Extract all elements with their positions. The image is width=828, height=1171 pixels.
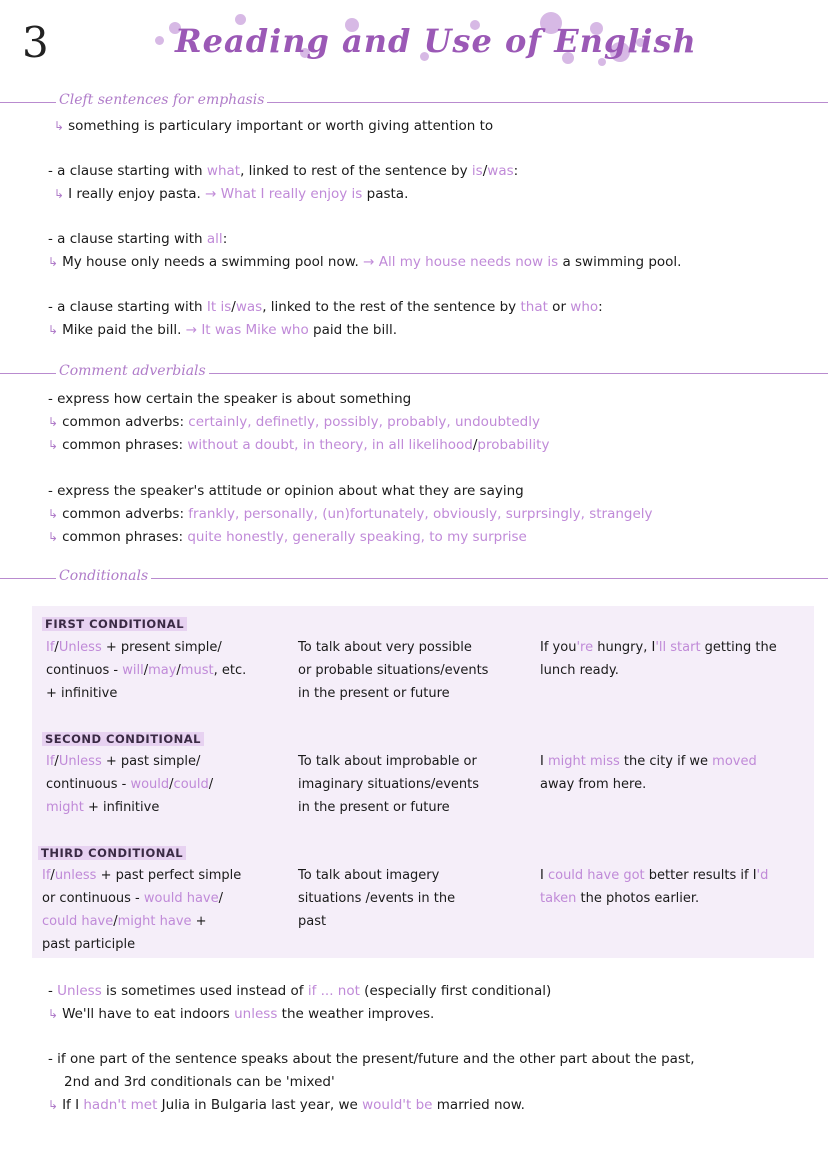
- decor-dot: [155, 36, 164, 45]
- unless-example: ↳ We'll have to eat indoors unless the weather improves.: [48, 1006, 435, 1022]
- arrow-icon: ↳: [48, 323, 59, 337]
- first-use: To talk about very possible or probable situations/events in the present or future: [298, 640, 489, 701]
- first-conditional-title: FIRST CONDITIONAL: [42, 617, 187, 631]
- arrow-icon: ↳: [48, 415, 59, 429]
- section-label-comment: Comment adverbials: [56, 363, 209, 379]
- arrow-icon: ↳: [54, 119, 65, 133]
- third-form: If/unless + past perfect simple or continuous - would have/ could have/might have + past participle: [42, 868, 242, 952]
- cleft-rule-all: - a clause starting with all:: [48, 231, 228, 247]
- section-label-cleft: Cleft sentences for emphasis: [56, 92, 267, 108]
- first-example: If you're hungry, I'll start getting the lunch ready.: [540, 640, 777, 678]
- comment-certainty-adverbs: ↳ common adverbs: certainly, definetly, possibly, probably, undoubtedly: [48, 414, 540, 430]
- mixed-note-line2: 2nd and 3rd conditionals can be 'mixed': [64, 1074, 335, 1090]
- page-number: 3: [22, 18, 49, 67]
- arrow-icon: ↳: [54, 187, 65, 201]
- comment-certainty-rule: - express how certain the speaker is about something: [48, 391, 412, 407]
- page-title: Reading and Use of English: [175, 22, 697, 60]
- second-conditional-title: SECOND CONDITIONAL: [42, 732, 204, 746]
- unless-note: - Unless is sometimes used instead of if ... not (especially first conditional): [48, 983, 552, 999]
- arrow-icon: ↳: [48, 507, 59, 521]
- mixed-example: ↳ If I hadn't met Julia in Bulgaria last year, we would't be married now.: [48, 1097, 525, 1113]
- second-form: If/Unless + past simple/ continuous - would/could/ might + infinitive: [46, 754, 214, 815]
- comment-attitude-adverbs: ↳ common adverbs: frankly, personally, (un)fortunately, obviously, surprsingly, strangely: [48, 506, 653, 522]
- comment-attitude-phrases: ↳ common phrases: quite honestly, generally speaking, to my surprise: [48, 529, 527, 545]
- third-example: I could have got better results if I'd taken the photos earlier.: [540, 868, 769, 906]
- second-example: I might miss the city if we moved away from here.: [540, 754, 757, 792]
- cleft-rule-what: - a clause starting with what, linked to rest of the sentence by is/was:: [48, 163, 519, 179]
- cleft-example-all: ↳ My house only needs a swimming pool now. → All my house needs now is a swimming pool.: [48, 254, 682, 270]
- mixed-note-line1: - if one part of the sentence speaks about the present/future and the other part about the past,: [48, 1051, 695, 1067]
- arrow-icon: ↳: [48, 1098, 59, 1112]
- arrow-icon: ↳: [48, 255, 59, 269]
- first-form: If/Unless + present simple/ continuos - will/may/must, etc. + infinitive: [46, 640, 247, 701]
- cleft-example-it-is: ↳ Mike paid the bill. → It was Mike who paid the bill.: [48, 322, 398, 338]
- arrow-icon: ↳: [48, 438, 59, 452]
- comment-attitude-rule: - express the speaker's attitude or opinion about what they are saying: [48, 483, 524, 499]
- cleft-definition: ↳ something is particulary important or worth giving attention to: [54, 118, 494, 134]
- cleft-example-what: ↳ I really enjoy pasta. → What I really enjoy is pasta.: [54, 186, 409, 202]
- third-use: To talk about imagery situations /events in the past: [298, 868, 456, 929]
- arrow-icon: ↳: [48, 530, 59, 544]
- cleft-rule-it-is: - a clause starting with It is/was, linked to the rest of the sentence by that or who:: [48, 299, 603, 315]
- section-label-conditionals: Conditionals: [56, 568, 151, 584]
- arrow-icon: ↳: [48, 1007, 59, 1021]
- second-use: To talk about improbable or imaginary situations/events in the present or future: [298, 754, 480, 815]
- comment-certainty-phrases: ↳ common phrases: without a doubt, in theory, in all likelihood/probability: [48, 437, 550, 453]
- third-conditional-title: THIRD CONDITIONAL: [38, 846, 186, 860]
